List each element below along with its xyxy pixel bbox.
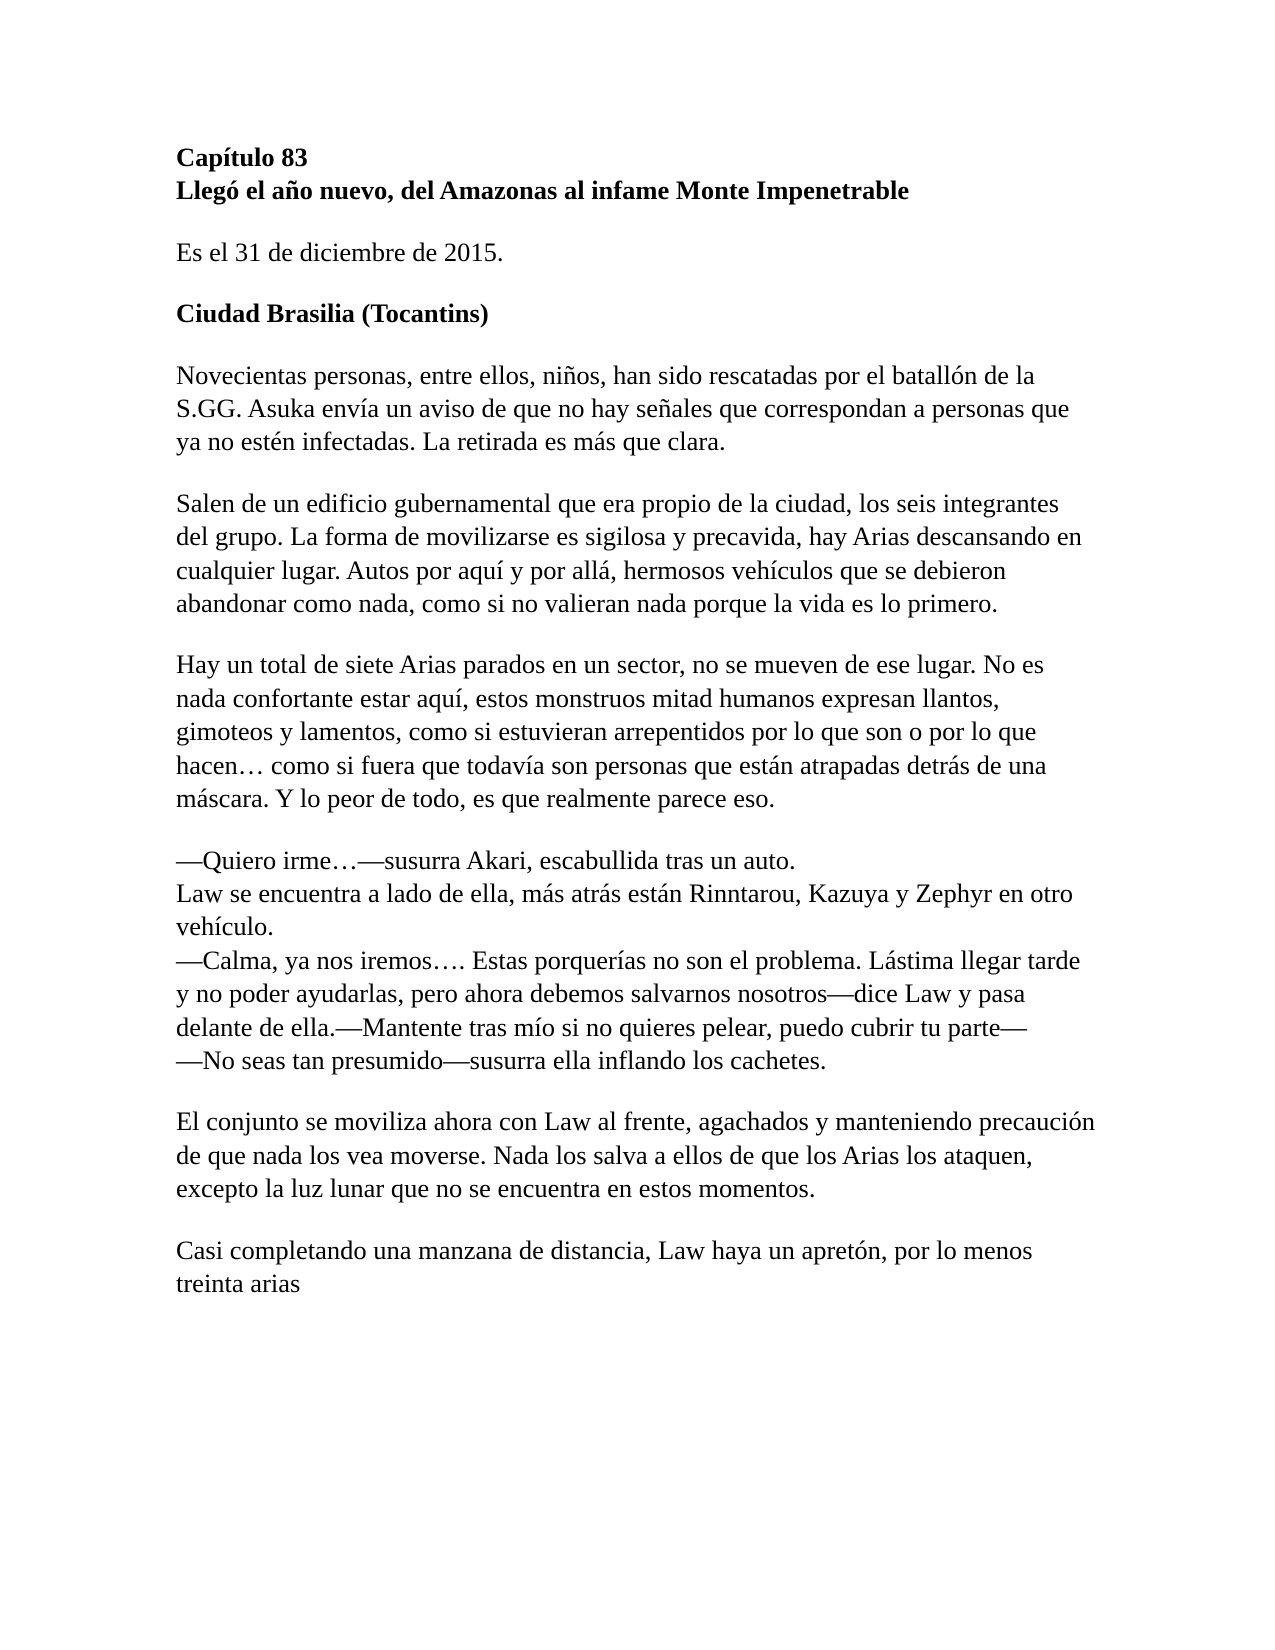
paragraph-block-distance: Casi completando una manzana de distancia, Law haya un apretón, por lo menos treinta arias xyxy=(176,1234,1033,1298)
paragraph-group-moves: El conjunto se moviliza ahora con Law al frente, agachados y manteniendo precaución de que nada los vea moverse. Nada los salva a ellos de que los Arias los ataquen, excepto la luz lunar que no se encuentra en estos momentos. xyxy=(176,1106,1096,1204)
location-heading: Ciudad Brasilia (Tocantins) xyxy=(176,298,489,329)
date-line: Es el 31 de diciembre de 2015. xyxy=(176,236,504,267)
paragraph-rescue: Novecientas personas, entre ellos, niños, han sido rescatadas por el batallón de la S.GG. Asuka envía un aviso de que no hay señales que correspondan a personas que ya no estén infectadas. La retirada es más que clara. xyxy=(176,359,1070,457)
chapter-number: Capítulo 83 xyxy=(176,142,308,172)
narration-law-position: Law se encuentra a lado de ella, más atrás están Rinntarou, Kazuya y Zephyr en otro vehículo. xyxy=(176,877,1073,942)
dialogue-law: —Calma, ya nos iremos…. Estas porquerías no son el problema. Lástima llegar tarde y no poder ayudarlas, pero ahora debemos salvarnos nosotros—dice Law y pasa delante de ella.—Mantente tras mío si no quieres pelear, puedo cubrir tu parte— xyxy=(176,944,1081,1042)
document-page xyxy=(176,141,1096,1300)
paragraph-exit-building: Salen de un edificio gubernamental que era propio de la ciudad, los seis integrantes del grupo. La forma de movilizarse es sigilosa y precavida, hay Arias descansando en cualquier lugar. Autos por aquí y por allá, hermosos vehículos que se debieron abandonar como nada, como si no valieran nada porque la vida es lo primero. xyxy=(176,487,1082,619)
paragraph-seven-arias: Hay un total de siete Arias parados en un sector, no se mueven de ese lugar. No es nada confortante estar aquí, estos monstruos mitad humanos expresan llantos, gimoteos y lamentos, como si estuvieran arrepentidos por lo que son o por lo que hacen… como si fuera que todavía son personas que están atrapadas detrás de una máscara. Y lo peor de todo, es que realmente parece eso. xyxy=(176,649,1047,814)
dialogue-akari: —Quiero irme…—susurra Akari, escabullida tras un auto. xyxy=(176,844,796,875)
dialogue-akari-reply: —No seas tan presumido—susurra ella inflando los cachetes. xyxy=(176,1044,827,1075)
chapter-title: Llegó el año nuevo, del Amazonas al infame Monte Impenetrable xyxy=(176,175,910,206)
